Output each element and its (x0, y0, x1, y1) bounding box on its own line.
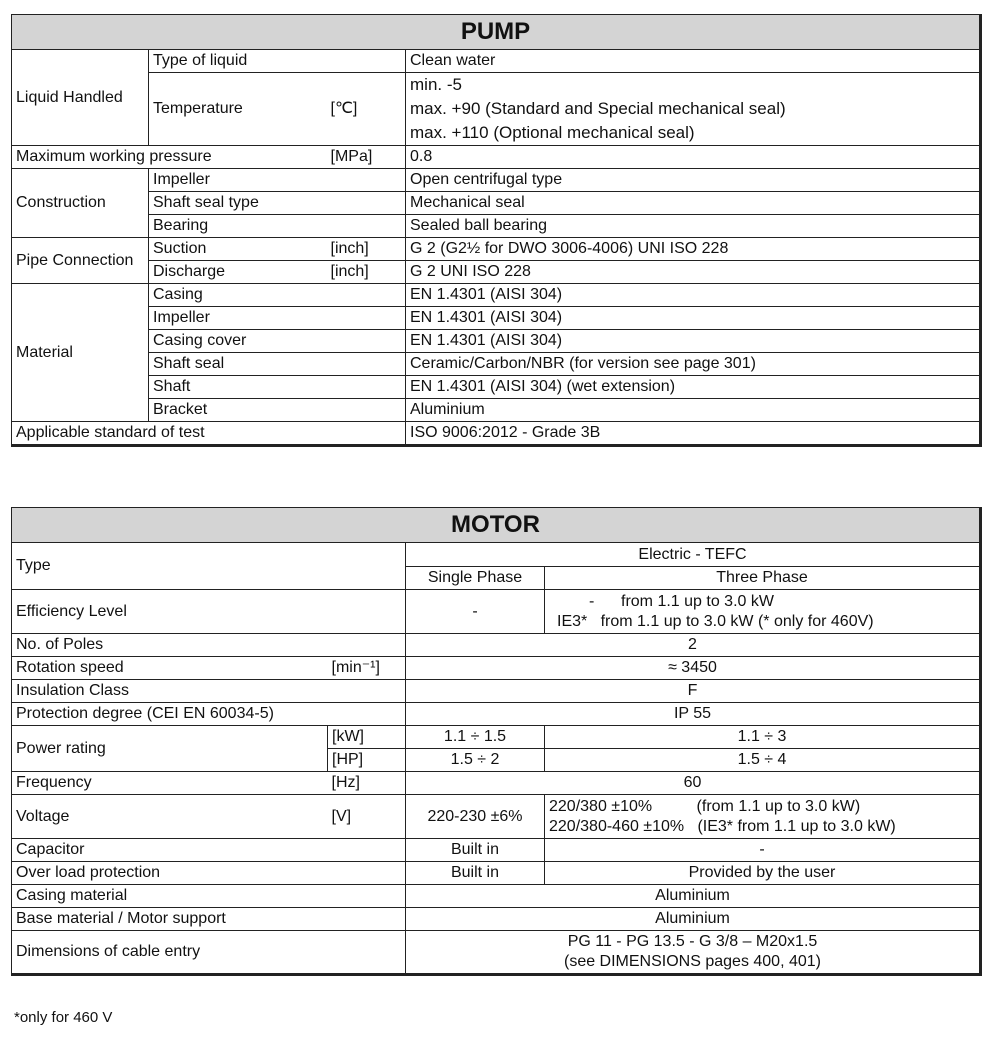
efficiency-line: IE3* from 1.1 up to 3.0 kW (* only for 460V) (557, 612, 874, 630)
material-item-label: Bracket (149, 399, 406, 422)
power-single: 1.5 ÷ 2 (406, 749, 545, 772)
insulation-label: Insulation Class (12, 680, 406, 703)
material-item-value: EN 1.4301 (AISI 304) (406, 307, 981, 330)
material-item-label: Shaft (149, 376, 406, 399)
pump-title: PUMP (12, 15, 981, 50)
pipe-item-value: G 2 UNI ISO 228 (406, 261, 981, 284)
type-of-liquid-label: Type of liquid (149, 50, 406, 73)
efficiency-line: - from 1.1 up to 3.0 kW (589, 592, 774, 610)
overload-three: Provided by the user (545, 862, 981, 885)
motor-table (11, 507, 982, 976)
type-label: Type (12, 543, 406, 590)
overload-label: Over load protection (12, 862, 406, 885)
cable-entry-line: PG 11 - PG 13.5 - G 3/8 – M20x1.5 (567, 933, 818, 950)
temperature-line: max. +110 (Optional mechanical seal) (410, 123, 695, 142)
power-label: Power rating (12, 726, 328, 772)
frequency-label: Frequency (12, 772, 328, 795)
protection-label: Protection degree (CEI EN 60034-5) (12, 703, 406, 726)
capacitor-three: - (545, 839, 981, 862)
cable-entry-label: Dimensions of cable entry (12, 931, 406, 975)
capacitor-label: Capacitor (12, 839, 406, 862)
protection-value: IP 55 (406, 703, 981, 726)
poles-value: 2 (406, 634, 981, 657)
material-label: Material (12, 284, 149, 422)
temperature-line: min. -5 (410, 75, 462, 94)
capacitor-single: Built in (406, 839, 545, 862)
material-item-value: EN 1.4301 (AISI 304) (wet extension) (406, 376, 981, 399)
voltage-unit: [V] (328, 795, 406, 839)
type-value: Electric - TEFC (406, 543, 981, 567)
rotation-value: ≈ 3450 (406, 657, 981, 680)
construction-item-label: Bearing (149, 215, 406, 238)
power-three: 1.5 ÷ 4 (545, 749, 981, 772)
three-phase-header: Three Phase (545, 567, 981, 590)
standard-value: ISO 9006:2012 - Grade 3B (406, 422, 981, 446)
material-item-value: Aluminium (406, 399, 981, 422)
voltage-line: 220/380 ±10% (from 1.1 up to 3.0 kW) (549, 797, 861, 815)
pipe-item-label: Discharge (149, 261, 327, 284)
efficiency-label: Efficiency Level (12, 590, 406, 634)
standard-label: Applicable standard of test (12, 422, 406, 446)
power-unit: [HP] (328, 749, 406, 772)
construction-item-label: Shaft seal type (149, 192, 406, 215)
pressure-value: 0.8 (406, 146, 981, 169)
efficiency-single: - (406, 590, 545, 634)
material-item-value: Ceramic/Carbon/NBR (for version see page 301) (406, 353, 981, 376)
temperature-line: max. +90 (Standard and Special mechanical seal) (410, 99, 786, 118)
material-item-label: Shaft seal (149, 353, 406, 376)
power-unit: [kW] (328, 726, 406, 749)
liquid-handled-label: Liquid Handled (12, 50, 149, 146)
material-item-label: Casing (149, 284, 406, 307)
pressure-unit: [MPa] (327, 146, 406, 169)
pipe-item-unit: [inch] (327, 261, 406, 284)
rotation-label: Rotation speed (12, 657, 328, 680)
temperature-label: Temperature (149, 73, 327, 146)
pipe-item-unit: [inch] (327, 238, 406, 261)
power-three: 1.1 ÷ 3 (545, 726, 981, 749)
casing-material-label: Casing material (12, 885, 406, 908)
construction-item-value: Sealed ball bearing (406, 215, 981, 238)
pump-table (11, 14, 982, 447)
material-item-label: Impeller (149, 307, 406, 330)
pipe-item-label: Suction (149, 238, 327, 261)
power-single: 1.1 ÷ 1.5 (406, 726, 545, 749)
insulation-value: F (406, 680, 981, 703)
material-item-value: EN 1.4301 (AISI 304) (406, 284, 981, 307)
footnote: *only for 460 V (14, 1009, 113, 1026)
construction-item-value: Mechanical seal (406, 192, 981, 215)
type-of-liquid-value: Clean water (406, 50, 981, 73)
base-material-value: Aluminium (406, 908, 981, 931)
single-phase-header: Single Phase (406, 567, 545, 590)
construction-label: Construction (12, 169, 149, 238)
frequency-unit: [Hz] (328, 772, 406, 795)
temperature-unit: [℃] (327, 73, 406, 146)
motor-title: MOTOR (12, 508, 981, 543)
construction-item-value: Open centrifugal type (406, 169, 981, 192)
pressure-label: Maximum working pressure (12, 146, 327, 169)
material-item-label: Casing cover (149, 330, 406, 353)
rotation-unit: [min⁻¹] (328, 657, 406, 680)
frequency-value: 60 (406, 772, 981, 795)
voltage-label: Voltage (12, 795, 328, 839)
overload-single: Built in (406, 862, 545, 885)
pipe-connection-label: Pipe Connection (12, 238, 149, 284)
construction-item-label: Impeller (149, 169, 406, 192)
cable-entry-line: (see DIMENSIONS pages 400, 401) (563, 953, 821, 970)
voltage-line: 220/380-460 ±10% (IE3* from 1.1 up to 3.0 kW) (549, 817, 896, 835)
poles-label: No. of Poles (12, 634, 406, 657)
pipe-item-value: G 2 (G2½ for DWO 3006-4006) UNI ISO 228 (406, 238, 981, 261)
casing-material-value: Aluminium (406, 885, 981, 908)
voltage-single: 220-230 ±6% (406, 795, 545, 839)
material-item-value: EN 1.4301 (AISI 304) (406, 330, 981, 353)
base-material-label: Base material / Motor support (12, 908, 406, 931)
